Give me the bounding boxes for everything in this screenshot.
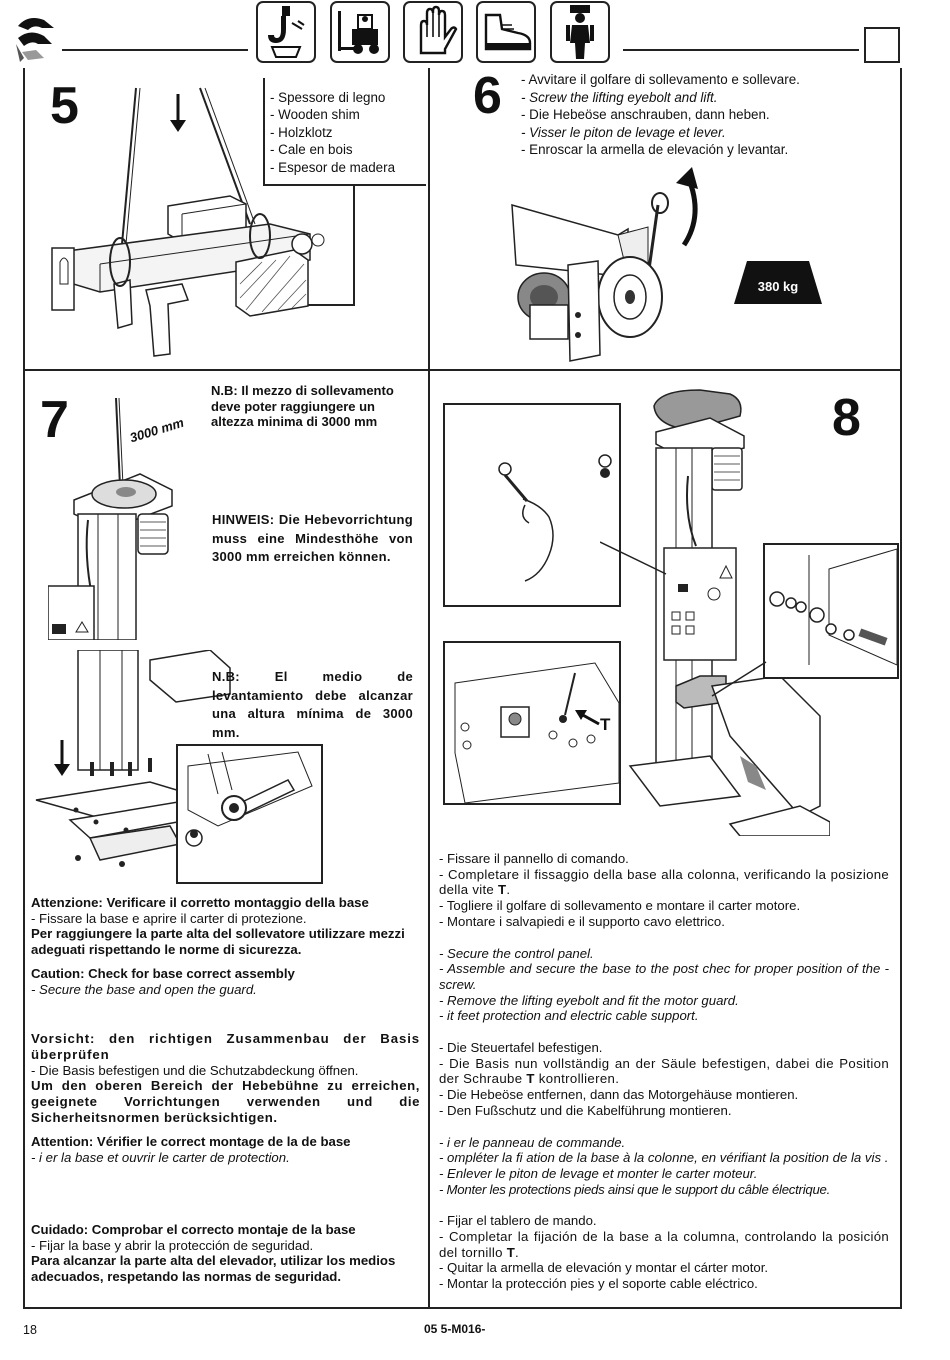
de-line: - Die Basis befestigen und die Schutzabdeckung öffnen. xyxy=(31,1062,359,1078)
it-line-3: - Togliere il golfare di sollevamento e montare il carter motore. xyxy=(439,898,801,914)
frame-right xyxy=(900,68,902,1309)
it-bold: Per raggiungere la parte alta del sollevatore utilizzare mezzi adeguati rispettando le norme di sicurezza. xyxy=(31,926,405,958)
step-6-line-de: - Die Hebeöse anschrauben, dann heben. xyxy=(521,107,770,122)
step-7-detail-inset xyxy=(176,744,323,884)
it-line-2 xyxy=(439,867,889,898)
step-8-inset-hand xyxy=(443,403,621,607)
fr-line: - i er la base et ouvrir le carter de protection. xyxy=(31,1150,290,1166)
t-marker-arrow xyxy=(573,708,601,730)
inset-connector-line-2 xyxy=(710,660,770,700)
step-8-text xyxy=(439,851,889,1292)
es-line-2 xyxy=(439,1229,889,1260)
en-title: Caution: Check for base correct assembly xyxy=(31,965,295,981)
step-8-number: 8 xyxy=(832,389,861,447)
de-line-3: - Die Hebeöse entfernen, dann das Motorgehäuse montieren. xyxy=(439,1087,799,1103)
step-6-line-fr: - Visser le piton de levage et lever. xyxy=(521,124,726,140)
protective-glove-icon xyxy=(403,1,463,63)
header-corner-box xyxy=(864,27,900,63)
step-7-note-it: N.B: Il mezzo di sollevamento deve poter raggiungere un altezza minima di 3000 mm xyxy=(211,383,394,429)
page-number: 18 xyxy=(23,1323,37,1337)
safety-shoe-icon xyxy=(476,1,536,63)
step-6-number: 6 xyxy=(473,67,502,125)
es-line-2-text: - Completar la fijación de la base a la columna, controlando la posición del tornillo xyxy=(439,1229,889,1260)
en-line-1: - Secure the control panel. xyxy=(439,945,594,961)
de-line-2-text: - Die Basis nun vollständig an der Säule befestigen, dabei die Position der Schraube xyxy=(439,1055,889,1087)
forklift-icon xyxy=(330,1,390,63)
it-line-2-end: . xyxy=(506,882,511,898)
legend-line: - Spessore di legno xyxy=(270,90,386,105)
step-5-leader-foot xyxy=(308,304,355,306)
it-title: Attenzione: Verificare il corretto montaggio della base xyxy=(31,895,369,910)
legend-line: - Espesor de madera xyxy=(270,159,396,175)
step-8-inset-bolts xyxy=(763,543,899,679)
screw-marker: T xyxy=(526,1071,535,1087)
de-line-2-end: kontrollieren. xyxy=(534,1071,620,1087)
fr-line-1: - i er le panneau de commande. xyxy=(439,1134,626,1150)
it-line-4: - Montare i salvapiedi e il supporto cavo elettrico. xyxy=(439,913,725,929)
step-5-number: 5 xyxy=(50,77,79,135)
header-rule-right xyxy=(623,49,859,51)
es-bold: Para alcanzar la parte alta del elevador, utilizar los medios adecuados, respetando las normas de seguridad. xyxy=(31,1253,396,1284)
step-7-note-es: N.B: El medio de levantamiento debe alcanzar una altura mínima de 3000 mm. xyxy=(212,669,413,740)
de-line-1: - Die Steuertafel befestigen. xyxy=(439,1040,603,1056)
screw-marker: T xyxy=(506,1244,516,1260)
screw-marker: T xyxy=(498,882,507,898)
frame-row-divider xyxy=(23,369,902,371)
en-line-2: - Assemble and secure the base to the post chec for proper position of the -screw. xyxy=(439,961,889,992)
en-line: - Secure the base and open the guard. xyxy=(31,981,257,997)
legend-line: - Cale en bois xyxy=(270,142,353,158)
step-6-line-es: - Enroscar la armella de elevación y levantar. xyxy=(521,142,789,157)
it-line-2-text: - Completare il fissaggio della base alla colonna, verificando la posizione della vite xyxy=(439,866,889,898)
es-line: - Fijar la base y abrir la protección de seguridad. xyxy=(31,1237,314,1253)
step-6-text xyxy=(521,71,893,159)
legend-line: - Holzklotz xyxy=(270,124,333,140)
step-7-text xyxy=(31,895,420,1285)
step-7-number: 7 xyxy=(40,391,69,449)
weight-badge xyxy=(733,259,823,305)
t-marker-label: T xyxy=(600,715,611,734)
es-title: Cuidado: Comprobar el correcto montaje de la base xyxy=(31,1221,356,1237)
document-code: 05 5-M016- xyxy=(424,1322,486,1336)
step-6-illustration xyxy=(508,165,728,365)
header-rule-left xyxy=(62,49,248,51)
es-line-4: - Montar la protección pies y el soporte cable eléctrico. xyxy=(439,1276,758,1292)
inset-connector-line xyxy=(600,540,670,580)
dimension-label: 3000 mm xyxy=(128,414,186,446)
frame-middle xyxy=(428,68,430,1309)
es-line-1: - Fijar el tablero de mando. xyxy=(439,1213,597,1229)
lifting-hook-icon xyxy=(256,1,316,63)
de-line-4: - Den Fußschutz und die Kabelführung montieren. xyxy=(439,1102,732,1118)
es-line-2-end: . xyxy=(515,1244,520,1260)
weight-label: 380 kg xyxy=(757,279,799,294)
step-5-legend xyxy=(270,89,426,176)
brand-logo xyxy=(14,14,60,64)
de-line-2 xyxy=(439,1056,889,1087)
operator-icon xyxy=(550,1,610,63)
it-line: - Fissare la base e aprire il carter di protezione. xyxy=(31,910,307,926)
fr-line-3: - Enlever le piton de levage et monter le carter moteur. xyxy=(439,1165,758,1181)
fr-line-2: - ompléter la fi ation de la base à la colonne, en vérifiant la position de la vis . xyxy=(439,1150,889,1166)
fr-line-4: - Monter les protections pieds ainsi que le support du câble électrique. xyxy=(439,1181,831,1197)
en-line-3: - Remove the lifting eyebolt and fit the motor guard. xyxy=(439,992,739,1008)
frame-bottom xyxy=(23,1307,902,1309)
es-line-3: - Quitar la armella de elevación y montar el cárter motor. xyxy=(439,1260,769,1276)
fr-title: Attention: Vérifier le correct montage de la de base xyxy=(31,1134,351,1150)
step-6-line-it: - Avvitare il golfare di sollevamento e sollevare. xyxy=(521,72,800,87)
it-line-1: - Fissare il pannello di comando. xyxy=(439,851,629,866)
frame-left xyxy=(23,68,25,1309)
legend-line: - Wooden shim xyxy=(270,107,360,123)
step-7-note-de: HINWEIS: Die Hebevorrichtung muss eine Mindesthöhe von 3000 mm erreichen können. xyxy=(212,512,413,564)
step-6-line-en: - Screw the lifting eyebolt and lift. xyxy=(521,89,718,105)
de-bold: Um den oberen Bereich der Hebebühne zu erreichen, geeignete Vorrichtungen verwenden und die Sicherheitsnormen berücksichtigen. xyxy=(31,1078,420,1125)
de-title: Vorsicht: den richtigen Zusammenbau der Basis überprüfen xyxy=(31,1031,420,1062)
step-5-leader xyxy=(353,186,355,306)
en-line-4: - it feet protection and electric cable support. xyxy=(439,1008,699,1024)
